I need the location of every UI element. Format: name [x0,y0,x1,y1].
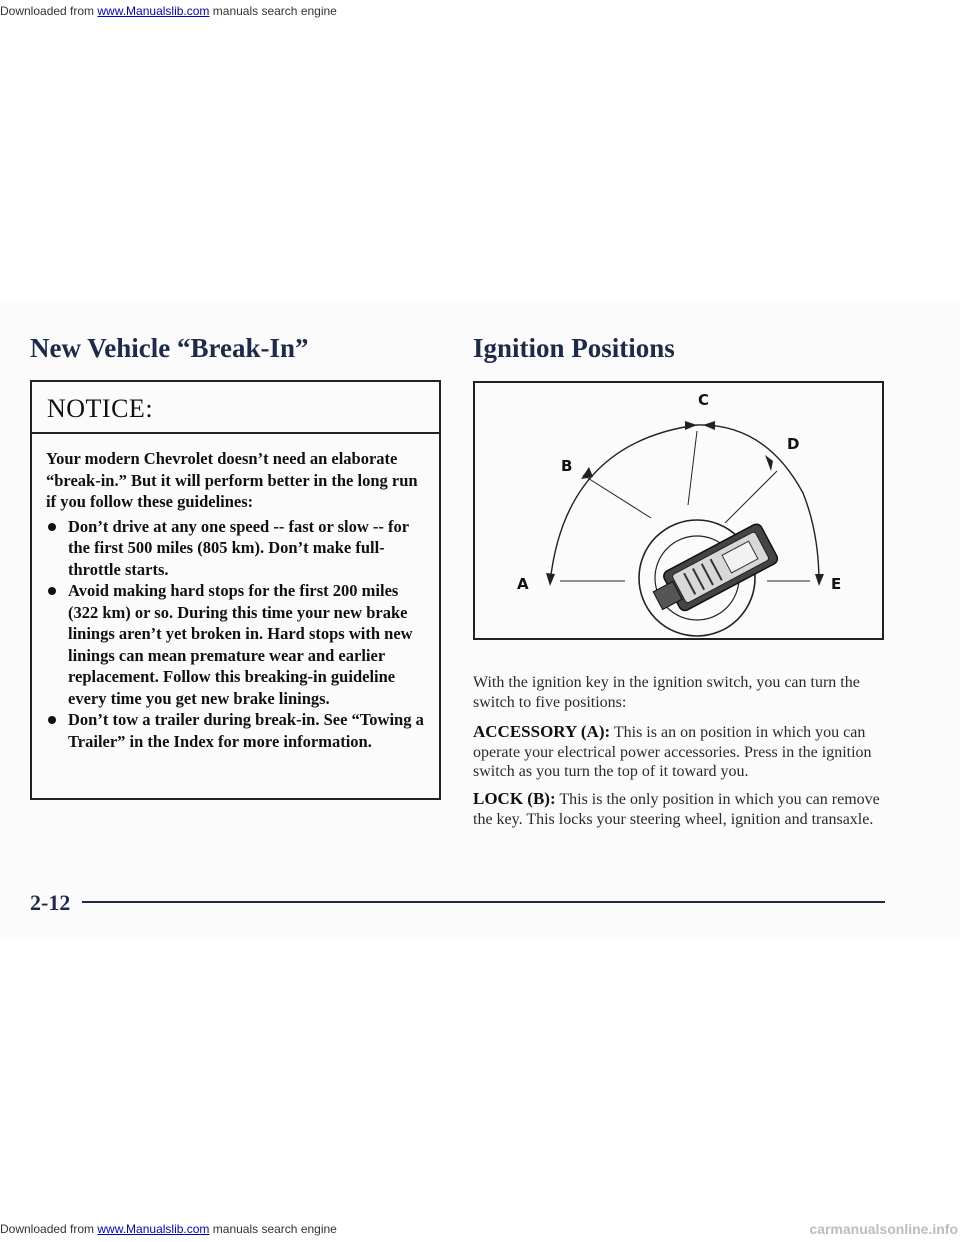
ignition-positions-heading: Ignition Positions [473,333,675,363]
download-banner-top [0,0,960,26]
manualslib-link[interactable]: www.Manualslib.com [97,1222,210,1236]
guideline-text: Don’t tow a trailer during break-in. See “Towing a Trailer” in the Index for more information. [68,710,424,751]
arrowhead-a-icon [546,573,555,586]
ignition-diagram [473,381,884,640]
label-d: D [787,435,800,453]
positions-intro: With the ignition key in the ignition switch, you can turn the switch to five positions: [473,674,860,711]
accessory-term: ACCESSORY (A): [473,722,611,741]
bullet-icon [48,587,56,595]
lock-term: LOCK (B): [473,789,556,808]
notice-body [32,434,439,752]
notice-box [30,380,441,800]
banner-prefix: Downloaded from [0,4,98,18]
bullet-icon [48,716,56,724]
label-c: C [698,391,710,409]
arrowhead-c-right-icon [703,421,715,430]
watermark: carmanualsonline.info [809,1221,958,1237]
label-b: B [561,457,573,475]
position-line-d [725,471,777,523]
arrowhead-d-icon [765,455,773,471]
guideline-item [46,709,429,752]
accessory-paragraph [473,722,885,782]
bullet-icon [48,523,56,531]
banner-prefix: Downloaded from [0,1222,98,1236]
notice-intro: Your modern Chevrolet doesn’t need an elaborate “break-in.” But it will perform better in the long run if you follow these guidelines: [46,449,418,511]
arrowhead-c-left-icon [685,421,697,430]
manualslib-link[interactable]: www.Manualslib.com [97,4,210,18]
arrowhead-e-icon [815,574,824,586]
banner-suffix: manuals search engine [209,4,337,18]
guideline-item [46,516,429,581]
label-a: A [517,575,529,593]
guideline-text: Avoid making hard stops for the first 200 miles (322 km) or so. During this time your new brake linings aren’t yet broken in. Hard stops with new linings can mean premature wear and earlier replacement. Follow this breaking-in guideline every time you get new brake linings. [68,581,413,708]
guideline-item [46,580,429,709]
lock-paragraph [473,789,885,829]
position-line-b [583,475,651,518]
guideline-list [46,516,429,753]
lock-text: This is the only position in which you can remove the key. This locks your steering wheel, ignition and transaxle. [473,791,880,828]
label-e: E [831,575,842,593]
notice-title: NOTICE: [32,382,439,434]
banner-suffix: manuals search engine [209,1222,337,1236]
ignition-switch-illustration [475,383,882,638]
guideline-text: Don’t drive at any one speed -- fast or slow -- for the first 500 miles (805 km). Don’t make full-throttle starts. [68,516,409,579]
break-in-heading: New Vehicle “Break-In” [30,333,309,363]
accessory-text: This is an on position in which you can operate your electrical power accessories. Press in the ignition switch as you turn the top of it toward you. [473,724,872,780]
footer-rule [82,901,885,903]
position-line-c [688,431,697,505]
page-number: 2-12 [30,890,71,915]
